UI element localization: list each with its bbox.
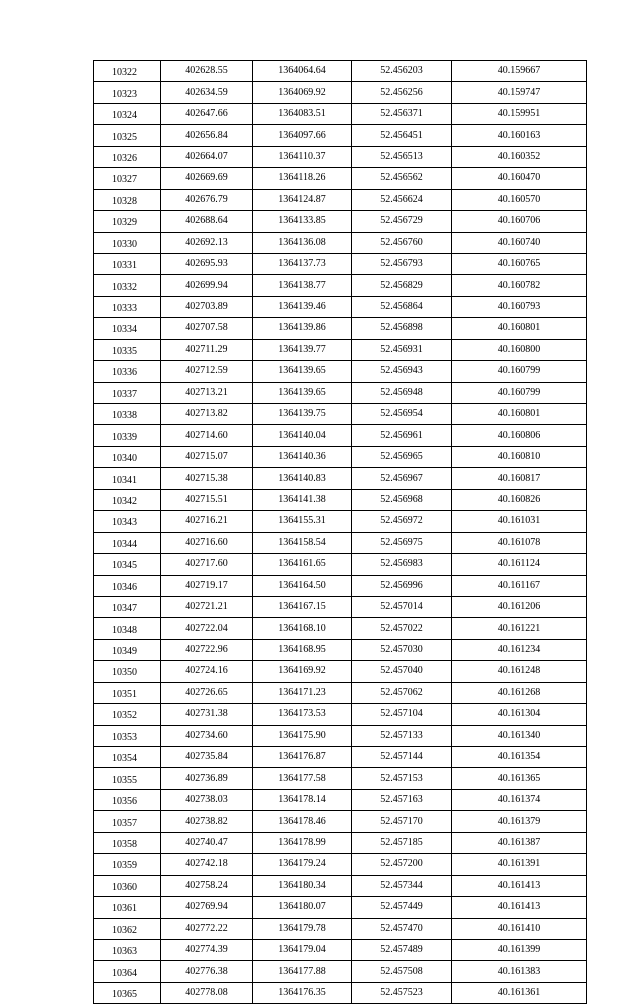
latitude-cell: 52.456898 bbox=[352, 318, 452, 339]
point-number-cell: 10341 bbox=[94, 468, 161, 489]
y-coordinate-cell: 1364139.65 bbox=[253, 361, 352, 382]
x-coordinate-cell: 402703.89 bbox=[161, 296, 253, 317]
y-coordinate-cell: 1364179.24 bbox=[253, 854, 352, 875]
latitude-cell: 52.457104 bbox=[352, 704, 452, 725]
longitude-cell: 40.160765 bbox=[452, 253, 587, 274]
y-coordinate-cell: 1364137.73 bbox=[253, 253, 352, 274]
point-number-cell: 10347 bbox=[94, 596, 161, 617]
latitude-cell: 52.456256 bbox=[352, 82, 452, 103]
point-number-cell: 10352 bbox=[94, 704, 161, 725]
point-number-cell: 10327 bbox=[94, 168, 161, 189]
y-coordinate-cell: 1364124.87 bbox=[253, 189, 352, 210]
x-coordinate-cell: 402742.18 bbox=[161, 854, 253, 875]
x-coordinate-cell: 402715.51 bbox=[161, 489, 253, 510]
latitude-cell: 52.456864 bbox=[352, 296, 452, 317]
y-coordinate-cell: 1364139.65 bbox=[253, 382, 352, 403]
longitude-cell: 40.161167 bbox=[452, 575, 587, 596]
latitude-cell: 52.456931 bbox=[352, 339, 452, 360]
table-row bbox=[94, 661, 587, 682]
x-coordinate-cell: 402676.79 bbox=[161, 189, 253, 210]
y-coordinate-cell: 1364176.35 bbox=[253, 982, 352, 1003]
point-number-cell: 10343 bbox=[94, 511, 161, 532]
table-row bbox=[94, 404, 587, 425]
point-number-cell: 10331 bbox=[94, 253, 161, 274]
table-row bbox=[94, 82, 587, 103]
point-number-cell: 10323 bbox=[94, 82, 161, 103]
y-coordinate-cell: 1364178.46 bbox=[253, 811, 352, 832]
latitude-cell: 52.456760 bbox=[352, 232, 452, 253]
table-row bbox=[94, 189, 587, 210]
longitude-cell: 40.160352 bbox=[452, 146, 587, 167]
y-coordinate-cell: 1364139.77 bbox=[253, 339, 352, 360]
x-coordinate-cell: 402713.82 bbox=[161, 404, 253, 425]
point-number-cell: 10363 bbox=[94, 939, 161, 960]
y-coordinate-cell: 1364167.15 bbox=[253, 596, 352, 617]
table-row bbox=[94, 275, 587, 296]
point-number-cell: 10332 bbox=[94, 275, 161, 296]
y-coordinate-cell: 1364164.50 bbox=[253, 575, 352, 596]
x-coordinate-cell: 402715.38 bbox=[161, 468, 253, 489]
x-coordinate-cell: 402714.60 bbox=[161, 425, 253, 446]
longitude-cell: 40.160801 bbox=[452, 318, 587, 339]
latitude-cell: 52.457449 bbox=[352, 897, 452, 918]
point-number-cell: 10355 bbox=[94, 768, 161, 789]
point-number-cell: 10353 bbox=[94, 725, 161, 746]
table-row bbox=[94, 468, 587, 489]
longitude-cell: 40.161399 bbox=[452, 939, 587, 960]
point-number-cell: 10335 bbox=[94, 339, 161, 360]
y-coordinate-cell: 1364155.31 bbox=[253, 511, 352, 532]
x-coordinate-cell: 402716.21 bbox=[161, 511, 253, 532]
x-coordinate-cell: 402734.60 bbox=[161, 725, 253, 746]
table-row bbox=[94, 897, 587, 918]
x-coordinate-cell: 402769.94 bbox=[161, 897, 253, 918]
longitude-cell: 40.161379 bbox=[452, 811, 587, 832]
y-coordinate-cell: 1364180.07 bbox=[253, 897, 352, 918]
longitude-cell: 40.160806 bbox=[452, 425, 587, 446]
table-row bbox=[94, 425, 587, 446]
table-row bbox=[94, 961, 587, 982]
table-row bbox=[94, 704, 587, 725]
point-number-cell: 10358 bbox=[94, 832, 161, 853]
longitude-cell: 40.161361 bbox=[452, 982, 587, 1003]
y-coordinate-cell: 1364097.66 bbox=[253, 125, 352, 146]
point-number-cell: 10336 bbox=[94, 361, 161, 382]
y-coordinate-cell: 1364179.04 bbox=[253, 939, 352, 960]
y-coordinate-cell: 1364110.37 bbox=[253, 146, 352, 167]
longitude-cell: 40.161413 bbox=[452, 875, 587, 896]
longitude-cell: 40.160740 bbox=[452, 232, 587, 253]
y-coordinate-cell: 1364177.88 bbox=[253, 961, 352, 982]
point-number-cell: 10334 bbox=[94, 318, 161, 339]
point-number-cell: 10345 bbox=[94, 554, 161, 575]
table-row bbox=[94, 596, 587, 617]
table-row bbox=[94, 382, 587, 403]
table-row bbox=[94, 511, 587, 532]
coordinates-table bbox=[93, 60, 587, 1004]
x-coordinate-cell: 402707.58 bbox=[161, 318, 253, 339]
point-number-cell: 10359 bbox=[94, 854, 161, 875]
longitude-cell: 40.161221 bbox=[452, 618, 587, 639]
latitude-cell: 52.457508 bbox=[352, 961, 452, 982]
latitude-cell: 52.456967 bbox=[352, 468, 452, 489]
longitude-cell: 40.160799 bbox=[452, 382, 587, 403]
latitude-cell: 52.456793 bbox=[352, 253, 452, 274]
x-coordinate-cell: 402774.39 bbox=[161, 939, 253, 960]
x-coordinate-cell: 402738.82 bbox=[161, 811, 253, 832]
table-row bbox=[94, 918, 587, 939]
y-coordinate-cell: 1364140.83 bbox=[253, 468, 352, 489]
latitude-cell: 52.457523 bbox=[352, 982, 452, 1003]
latitude-cell: 52.456729 bbox=[352, 211, 452, 232]
y-coordinate-cell: 1364138.77 bbox=[253, 275, 352, 296]
y-coordinate-cell: 1364139.46 bbox=[253, 296, 352, 317]
y-coordinate-cell: 1364140.36 bbox=[253, 446, 352, 467]
y-coordinate-cell: 1364175.90 bbox=[253, 725, 352, 746]
point-number-cell: 10330 bbox=[94, 232, 161, 253]
table-row bbox=[94, 554, 587, 575]
y-coordinate-cell: 1364178.14 bbox=[253, 789, 352, 810]
point-number-cell: 10338 bbox=[94, 404, 161, 425]
longitude-cell: 40.161365 bbox=[452, 768, 587, 789]
longitude-cell: 40.160810 bbox=[452, 446, 587, 467]
table-row bbox=[94, 682, 587, 703]
point-number-cell: 10364 bbox=[94, 961, 161, 982]
latitude-cell: 52.456624 bbox=[352, 189, 452, 210]
table-row bbox=[94, 125, 587, 146]
x-coordinate-cell: 402738.03 bbox=[161, 789, 253, 810]
table-row bbox=[94, 318, 587, 339]
point-number-cell: 10361 bbox=[94, 897, 161, 918]
point-number-cell: 10324 bbox=[94, 103, 161, 124]
x-coordinate-cell: 402628.55 bbox=[161, 61, 253, 82]
x-coordinate-cell: 402715.07 bbox=[161, 446, 253, 467]
point-number-cell: 10339 bbox=[94, 425, 161, 446]
x-coordinate-cell: 402634.59 bbox=[161, 82, 253, 103]
y-coordinate-cell: 1364168.10 bbox=[253, 618, 352, 639]
x-coordinate-cell: 402712.59 bbox=[161, 361, 253, 382]
latitude-cell: 52.457200 bbox=[352, 854, 452, 875]
y-coordinate-cell: 1364133.85 bbox=[253, 211, 352, 232]
table-row bbox=[94, 575, 587, 596]
table-row bbox=[94, 725, 587, 746]
latitude-cell: 52.456829 bbox=[352, 275, 452, 296]
y-coordinate-cell: 1364178.99 bbox=[253, 832, 352, 853]
longitude-cell: 40.161124 bbox=[452, 554, 587, 575]
longitude-cell: 40.161383 bbox=[452, 961, 587, 982]
y-coordinate-cell: 1364176.87 bbox=[253, 747, 352, 768]
y-coordinate-cell: 1364139.75 bbox=[253, 404, 352, 425]
table-row bbox=[94, 789, 587, 810]
point-number-cell: 10350 bbox=[94, 661, 161, 682]
longitude-cell: 40.160570 bbox=[452, 189, 587, 210]
point-number-cell: 10351 bbox=[94, 682, 161, 703]
longitude-cell: 40.160470 bbox=[452, 168, 587, 189]
x-coordinate-cell: 402735.84 bbox=[161, 747, 253, 768]
table-row bbox=[94, 361, 587, 382]
y-coordinate-cell: 1364158.54 bbox=[253, 532, 352, 553]
latitude-cell: 52.456975 bbox=[352, 532, 452, 553]
longitude-cell: 40.161391 bbox=[452, 854, 587, 875]
y-coordinate-cell: 1364069.92 bbox=[253, 82, 352, 103]
longitude-cell: 40.161268 bbox=[452, 682, 587, 703]
latitude-cell: 52.456996 bbox=[352, 575, 452, 596]
x-coordinate-cell: 402721.21 bbox=[161, 596, 253, 617]
table-row bbox=[94, 618, 587, 639]
x-coordinate-cell: 402664.07 bbox=[161, 146, 253, 167]
longitude-cell: 40.161354 bbox=[452, 747, 587, 768]
longitude-cell: 40.161031 bbox=[452, 511, 587, 532]
latitude-cell: 52.456513 bbox=[352, 146, 452, 167]
longitude-cell: 40.161410 bbox=[452, 918, 587, 939]
y-coordinate-cell: 1364141.38 bbox=[253, 489, 352, 510]
longitude-cell: 40.160706 bbox=[452, 211, 587, 232]
longitude-cell: 40.161413 bbox=[452, 897, 587, 918]
longitude-cell: 40.161304 bbox=[452, 704, 587, 725]
table-row bbox=[94, 61, 587, 82]
longitude-cell: 40.160801 bbox=[452, 404, 587, 425]
point-number-cell: 10326 bbox=[94, 146, 161, 167]
longitude-cell: 40.161206 bbox=[452, 596, 587, 617]
x-coordinate-cell: 402722.96 bbox=[161, 639, 253, 660]
y-coordinate-cell: 1364177.58 bbox=[253, 768, 352, 789]
latitude-cell: 52.457185 bbox=[352, 832, 452, 853]
table-row bbox=[94, 532, 587, 553]
latitude-cell: 52.457040 bbox=[352, 661, 452, 682]
point-number-cell: 10357 bbox=[94, 811, 161, 832]
table-row bbox=[94, 747, 587, 768]
latitude-cell: 52.456954 bbox=[352, 404, 452, 425]
latitude-cell: 52.456943 bbox=[352, 361, 452, 382]
y-coordinate-cell: 1364139.86 bbox=[253, 318, 352, 339]
table-row bbox=[94, 639, 587, 660]
table-row bbox=[94, 253, 587, 274]
point-number-cell: 10337 bbox=[94, 382, 161, 403]
x-coordinate-cell: 402719.17 bbox=[161, 575, 253, 596]
x-coordinate-cell: 402713.21 bbox=[161, 382, 253, 403]
latitude-cell: 52.456965 bbox=[352, 446, 452, 467]
point-number-cell: 10329 bbox=[94, 211, 161, 232]
x-coordinate-cell: 402669.69 bbox=[161, 168, 253, 189]
x-coordinate-cell: 402716.60 bbox=[161, 532, 253, 553]
x-coordinate-cell: 402736.89 bbox=[161, 768, 253, 789]
point-number-cell: 10328 bbox=[94, 189, 161, 210]
table-row bbox=[94, 339, 587, 360]
x-coordinate-cell: 402722.04 bbox=[161, 618, 253, 639]
table-row bbox=[94, 854, 587, 875]
point-number-cell: 10349 bbox=[94, 639, 161, 660]
longitude-cell: 40.161078 bbox=[452, 532, 587, 553]
latitude-cell: 52.457489 bbox=[352, 939, 452, 960]
y-coordinate-cell: 1364173.53 bbox=[253, 704, 352, 725]
y-coordinate-cell: 1364171.23 bbox=[253, 682, 352, 703]
longitude-cell: 40.160817 bbox=[452, 468, 587, 489]
point-number-cell: 10360 bbox=[94, 875, 161, 896]
y-coordinate-cell: 1364161.65 bbox=[253, 554, 352, 575]
y-coordinate-cell: 1364180.34 bbox=[253, 875, 352, 896]
latitude-cell: 52.457022 bbox=[352, 618, 452, 639]
point-number-cell: 10348 bbox=[94, 618, 161, 639]
point-number-cell: 10333 bbox=[94, 296, 161, 317]
latitude-cell: 52.457014 bbox=[352, 596, 452, 617]
point-number-cell: 10342 bbox=[94, 489, 161, 510]
point-number-cell: 10354 bbox=[94, 747, 161, 768]
y-coordinate-cell: 1364179.78 bbox=[253, 918, 352, 939]
x-coordinate-cell: 402740.47 bbox=[161, 832, 253, 853]
point-number-cell: 10322 bbox=[94, 61, 161, 82]
point-number-cell: 10346 bbox=[94, 575, 161, 596]
longitude-cell: 40.161248 bbox=[452, 661, 587, 682]
longitude-cell: 40.160799 bbox=[452, 361, 587, 382]
y-coordinate-cell: 1364136.08 bbox=[253, 232, 352, 253]
x-coordinate-cell: 402688.64 bbox=[161, 211, 253, 232]
table-row bbox=[94, 296, 587, 317]
point-number-cell: 10362 bbox=[94, 918, 161, 939]
y-coordinate-cell: 1364083.51 bbox=[253, 103, 352, 124]
y-coordinate-cell: 1364064.64 bbox=[253, 61, 352, 82]
point-number-cell: 10344 bbox=[94, 532, 161, 553]
latitude-cell: 52.457163 bbox=[352, 789, 452, 810]
table-row bbox=[94, 446, 587, 467]
y-coordinate-cell: 1364168.95 bbox=[253, 639, 352, 660]
longitude-cell: 40.160800 bbox=[452, 339, 587, 360]
longitude-cell: 40.161234 bbox=[452, 639, 587, 660]
y-coordinate-cell: 1364169.92 bbox=[253, 661, 352, 682]
x-coordinate-cell: 402758.24 bbox=[161, 875, 253, 896]
x-coordinate-cell: 402699.94 bbox=[161, 275, 253, 296]
latitude-cell: 52.456203 bbox=[352, 61, 452, 82]
latitude-cell: 52.457344 bbox=[352, 875, 452, 896]
x-coordinate-cell: 402776.38 bbox=[161, 961, 253, 982]
longitude-cell: 40.160163 bbox=[452, 125, 587, 146]
table-row bbox=[94, 211, 587, 232]
latitude-cell: 52.457144 bbox=[352, 747, 452, 768]
point-number-cell: 10325 bbox=[94, 125, 161, 146]
longitude-cell: 40.161374 bbox=[452, 789, 587, 810]
latitude-cell: 52.457062 bbox=[352, 682, 452, 703]
latitude-cell: 52.456968 bbox=[352, 489, 452, 510]
table-row bbox=[94, 832, 587, 853]
longitude-cell: 40.160782 bbox=[452, 275, 587, 296]
latitude-cell: 52.457170 bbox=[352, 811, 452, 832]
y-coordinate-cell: 1364118.26 bbox=[253, 168, 352, 189]
table-row bbox=[94, 768, 587, 789]
table-row bbox=[94, 982, 587, 1003]
table-row bbox=[94, 875, 587, 896]
longitude-cell: 40.161340 bbox=[452, 725, 587, 746]
x-coordinate-cell: 402717.60 bbox=[161, 554, 253, 575]
table-row bbox=[94, 103, 587, 124]
longitude-cell: 40.160793 bbox=[452, 296, 587, 317]
x-coordinate-cell: 402772.22 bbox=[161, 918, 253, 939]
coordinates-table-body bbox=[94, 61, 587, 1004]
longitude-cell: 40.160826 bbox=[452, 489, 587, 510]
x-coordinate-cell: 402711.29 bbox=[161, 339, 253, 360]
y-coordinate-cell: 1364140.04 bbox=[253, 425, 352, 446]
table-row bbox=[94, 489, 587, 510]
x-coordinate-cell: 402692.13 bbox=[161, 232, 253, 253]
longitude-cell: 40.159951 bbox=[452, 103, 587, 124]
x-coordinate-cell: 402647.66 bbox=[161, 103, 253, 124]
x-coordinate-cell: 402695.93 bbox=[161, 253, 253, 274]
latitude-cell: 52.456451 bbox=[352, 125, 452, 146]
x-coordinate-cell: 402778.08 bbox=[161, 982, 253, 1003]
latitude-cell: 52.456961 bbox=[352, 425, 452, 446]
x-coordinate-cell: 402724.16 bbox=[161, 661, 253, 682]
table-row bbox=[94, 168, 587, 189]
table-row bbox=[94, 146, 587, 167]
point-number-cell: 10356 bbox=[94, 789, 161, 810]
point-number-cell: 10340 bbox=[94, 446, 161, 467]
latitude-cell: 52.456972 bbox=[352, 511, 452, 532]
latitude-cell: 52.456562 bbox=[352, 168, 452, 189]
longitude-cell: 40.159747 bbox=[452, 82, 587, 103]
latitude-cell: 52.457030 bbox=[352, 639, 452, 660]
table-row bbox=[94, 232, 587, 253]
x-coordinate-cell: 402731.38 bbox=[161, 704, 253, 725]
x-coordinate-cell: 402726.65 bbox=[161, 682, 253, 703]
longitude-cell: 40.161387 bbox=[452, 832, 587, 853]
x-coordinate-cell: 402656.84 bbox=[161, 125, 253, 146]
table-row bbox=[94, 939, 587, 960]
latitude-cell: 52.457133 bbox=[352, 725, 452, 746]
longitude-cell: 40.159667 bbox=[452, 61, 587, 82]
latitude-cell: 52.456371 bbox=[352, 103, 452, 124]
latitude-cell: 52.456983 bbox=[352, 554, 452, 575]
latitude-cell: 52.457153 bbox=[352, 768, 452, 789]
table-row bbox=[94, 811, 587, 832]
latitude-cell: 52.457470 bbox=[352, 918, 452, 939]
latitude-cell: 52.456948 bbox=[352, 382, 452, 403]
point-number-cell: 10365 bbox=[94, 982, 161, 1003]
